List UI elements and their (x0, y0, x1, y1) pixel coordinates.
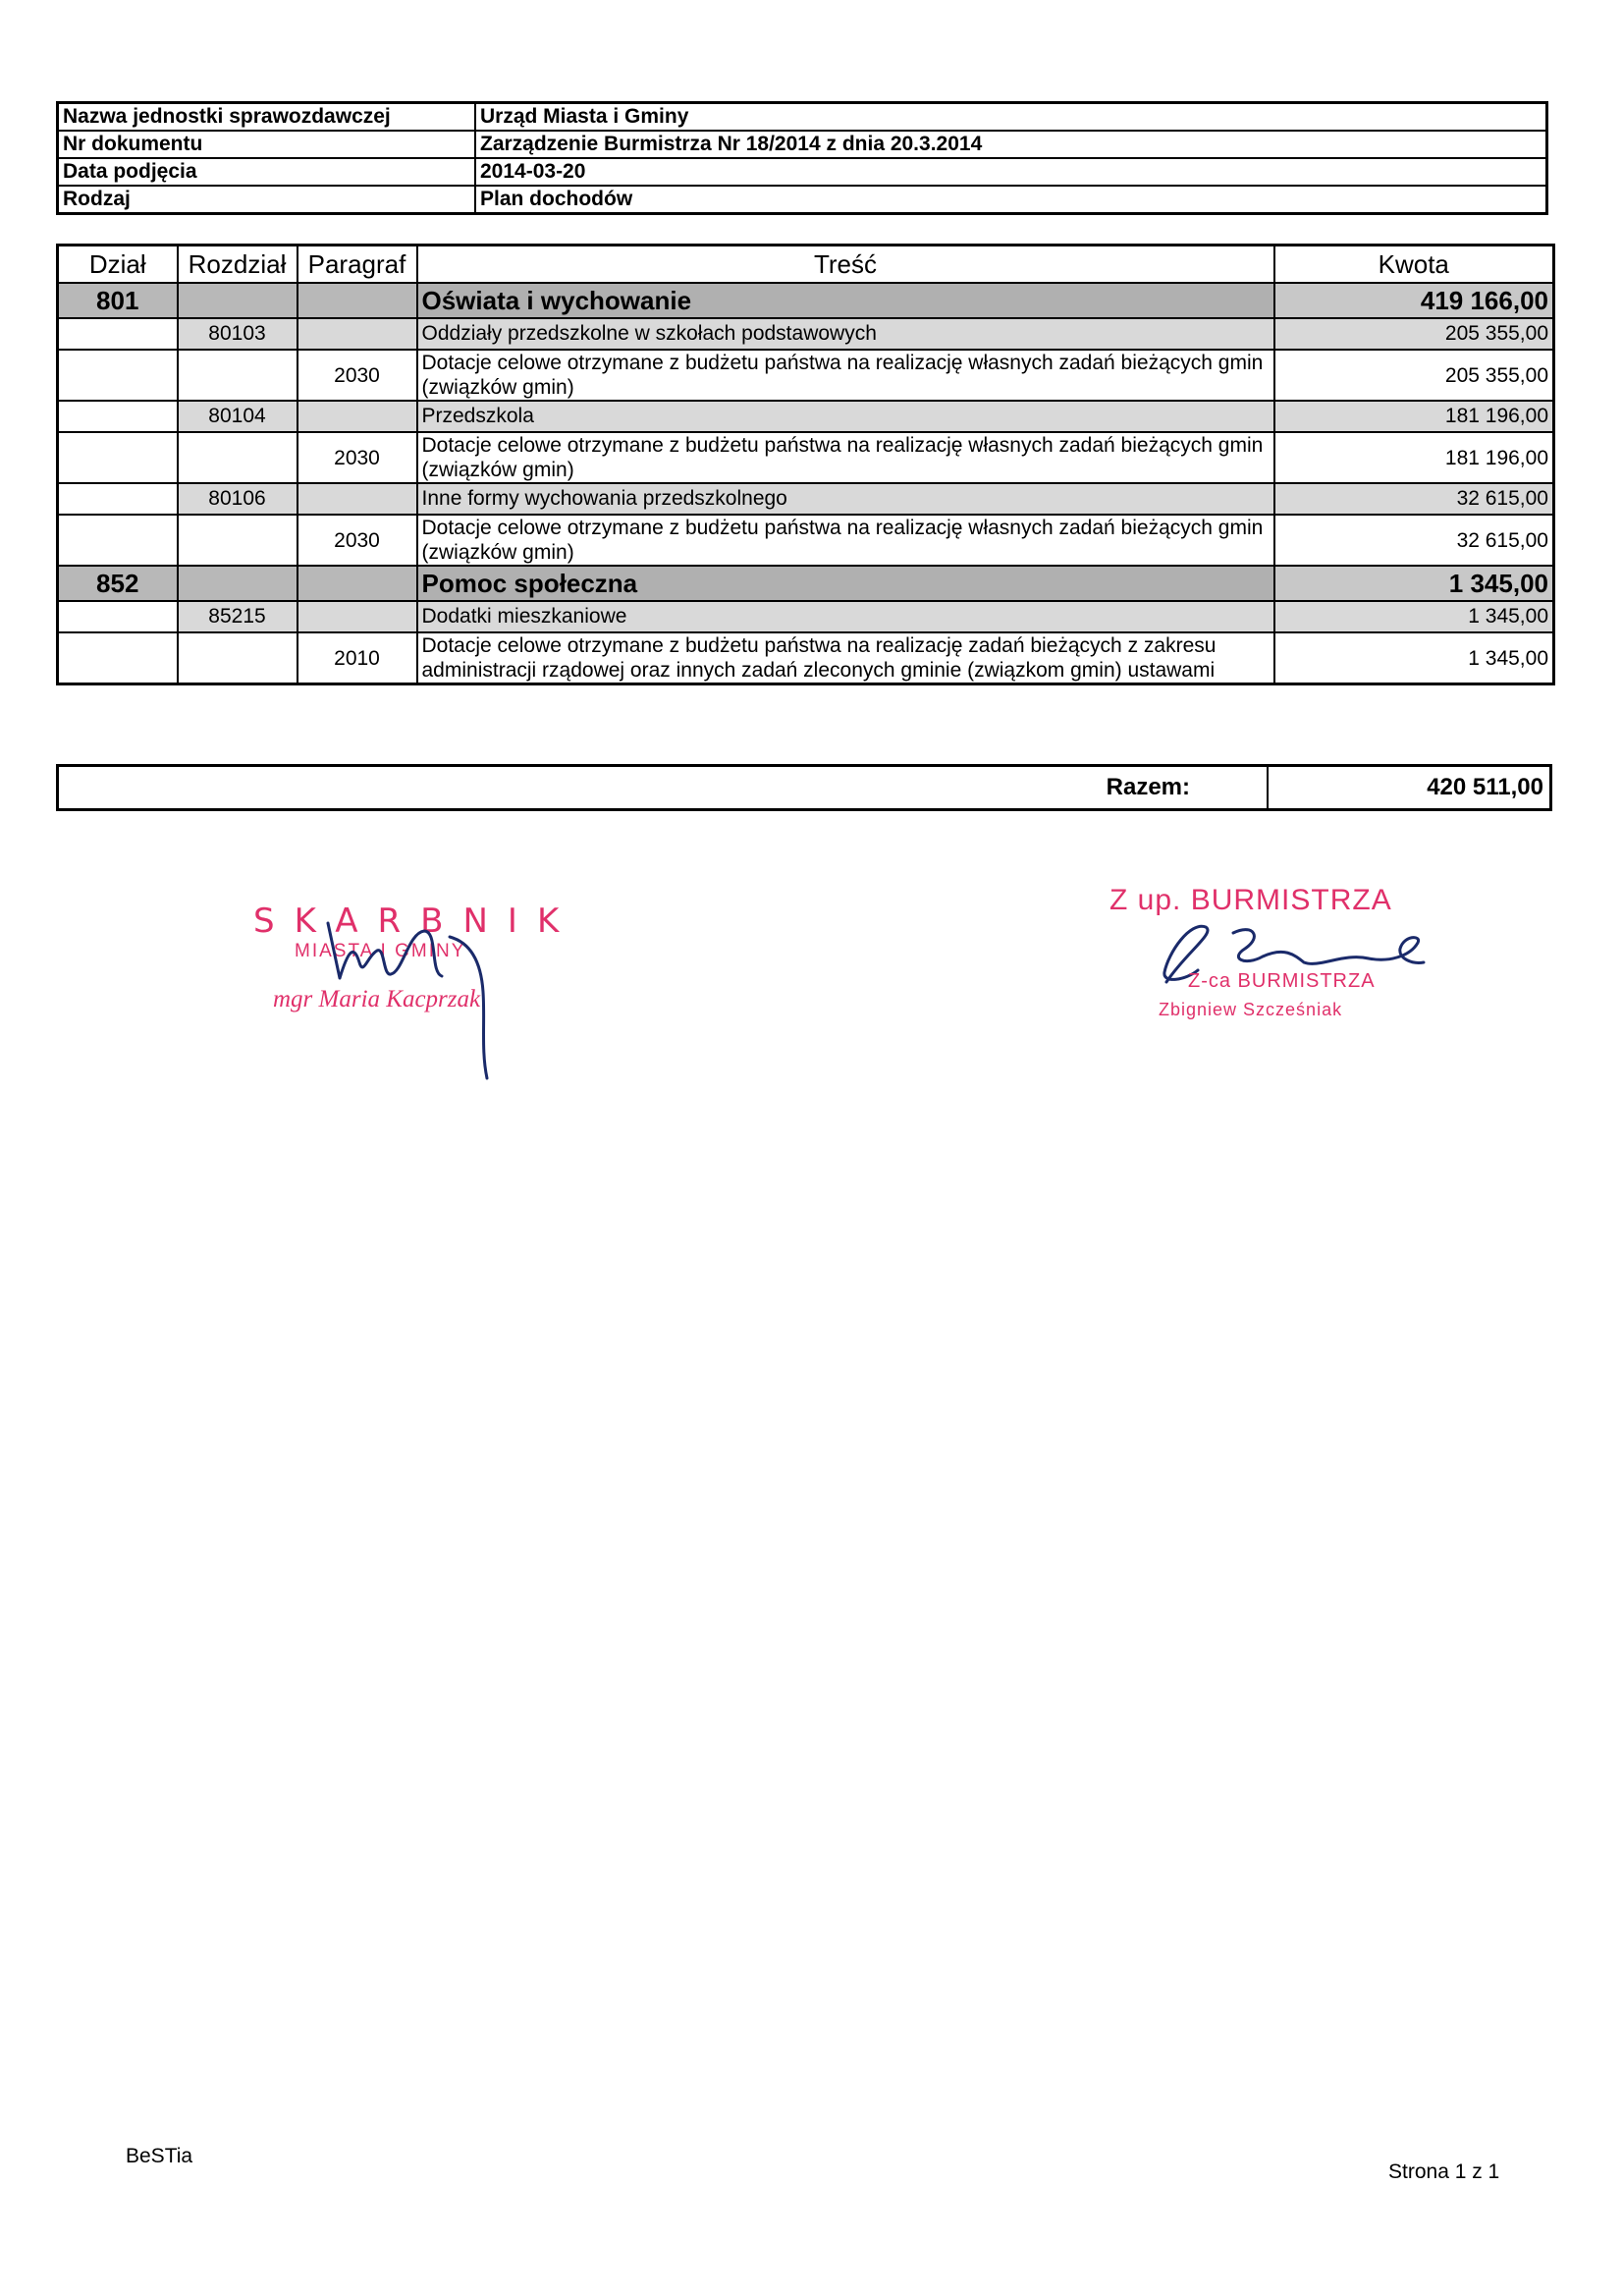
dzial-code: 801 (58, 283, 178, 318)
total-label: Razem: (1106, 774, 1190, 800)
paragraf-description: Dotacje celowe otrzymane z budżetu państwa na realizację własnych zadań bieżących gmin (związków gmin) (417, 515, 1274, 566)
paragraf-amount: 205 355,00 (1274, 350, 1554, 401)
paragraf-row (58, 515, 1554, 566)
paragraf-cell (298, 401, 417, 432)
paragraf-cell (298, 566, 417, 601)
paragraf-amount: 1 345,00 (1274, 632, 1554, 684)
paragraf-description: Dotacje celowe otrzymane z budżetu państwa na realizację własnych zadań bieżących gmin (związków gmin) (417, 432, 1274, 483)
footer-software-name: BeSTia (126, 2145, 193, 2167)
info-row (58, 131, 1547, 158)
rozdzial-code: 85215 (178, 601, 298, 632)
table-header-row (58, 246, 1554, 284)
info-row (58, 186, 1547, 214)
rozdzial-name: Oddziały przedszkolne w szkołach podstawowych (417, 318, 1274, 350)
dzial-cell (58, 483, 178, 515)
paragraf-code: 2030 (298, 515, 417, 566)
revenue-plan-table (56, 244, 1555, 685)
info-row (58, 103, 1547, 132)
column-header-dzial: Dział (58, 246, 178, 284)
paragraf-amount: 32 615,00 (1274, 515, 1554, 566)
dzial-amount: 419 166,00 (1274, 283, 1554, 318)
dzial-name: Oświata i wychowanie (417, 283, 1274, 318)
rozdzial-amount: 181 196,00 (1274, 401, 1554, 432)
info-row (58, 158, 1547, 186)
paragraf-cell (298, 601, 417, 632)
dzial-cell (58, 318, 178, 350)
rozdzial-row (58, 401, 1554, 432)
paragraf-cell (298, 283, 417, 318)
dzial-cell (58, 401, 178, 432)
rozdzial-cell (178, 432, 298, 483)
paragraf-description: Dotacje celowe otrzymane z budżetu państwa na realizację zadań bieżących z zakresu administracji rządowej oraz innych zadań zleconych gminie (związkom gmin) ustawami (417, 632, 1274, 684)
burmistrz-stamp-subtitle: Z-ca BURMISTRZA (1188, 970, 1376, 992)
rozdzial-cell (178, 283, 298, 318)
burmistrz-stamp-name: Zbigniew Szcześniak (1159, 1000, 1343, 1019)
paragraf-cell (298, 483, 417, 515)
paragraf-code: 2030 (298, 350, 417, 401)
dzial-cell (58, 601, 178, 632)
total-divider (1267, 767, 1269, 808)
paragraf-description: Dotacje celowe otrzymane z budżetu państwa na realizację własnych zadań bieżących gmin (związków gmin) (417, 350, 1274, 401)
rozdzial-amount: 32 615,00 (1274, 483, 1554, 515)
burmistrz-stamp-title: Z up. BURMISTRZA (1109, 884, 1392, 916)
rozdzial-row (58, 601, 1554, 632)
rozdzial-amount: 1 345,00 (1274, 601, 1554, 632)
paragraf-row (58, 632, 1554, 684)
info-label: Data podjęcia (58, 158, 476, 186)
rozdzial-cell (178, 350, 298, 401)
dzial-cell (58, 432, 178, 483)
column-header-paragraf: Paragraf (298, 246, 417, 284)
column-header-rozdzial: Rozdział (178, 246, 298, 284)
dzial-amount: 1 345,00 (1274, 566, 1554, 601)
rozdzial-code: 80106 (178, 483, 298, 515)
skarbnik-stamp-title: SKARBNIK (253, 902, 579, 941)
paragraf-row (58, 350, 1554, 401)
paragraf-row (58, 432, 1554, 483)
dzial-cell (58, 515, 178, 566)
paragraf-cell (298, 318, 417, 350)
dzial-cell (58, 350, 178, 401)
info-value: Urząd Miasta i Gminy (475, 103, 1547, 132)
info-label: Nazwa jednostki sprawozdawczej (58, 103, 476, 132)
skarbnik-stamp-name: mgr Maria Kacprzak (273, 986, 481, 1012)
total-value: 420 511,00 (1427, 774, 1543, 800)
dzial-name: Pomoc społeczna (417, 566, 1274, 601)
paragraf-amount: 181 196,00 (1274, 432, 1554, 483)
dzial-cell (58, 632, 178, 684)
rozdzial-cell (178, 515, 298, 566)
rozdzial-amount: 205 355,00 (1274, 318, 1554, 350)
column-header-kwota: Kwota (1274, 246, 1554, 284)
document-info-table (56, 101, 1548, 215)
rozdzial-row (58, 318, 1554, 350)
rozdzial-name: Przedszkola (417, 401, 1274, 432)
rozdzial-code: 80104 (178, 401, 298, 432)
paragraf-code: 2030 (298, 432, 417, 483)
rozdzial-cell (178, 566, 298, 601)
rozdzial-cell (178, 632, 298, 684)
skarbnik-stamp-subtitle: MIASTA I GMINY (295, 941, 466, 961)
rozdzial-row (58, 483, 1554, 515)
dzial-row (58, 566, 1554, 601)
info-label: Rodzaj (58, 186, 476, 214)
skarbnik-signature (314, 903, 550, 1080)
dzial-row (58, 283, 1554, 318)
info-label: Nr dokumentu (58, 131, 476, 158)
rozdzial-name: Dodatki mieszkaniowe (417, 601, 1274, 632)
paragraf-code: 2010 (298, 632, 417, 684)
column-header-tresc: Treść (417, 246, 1274, 284)
rozdzial-code: 80103 (178, 318, 298, 350)
footer-page-number: Strona 1 z 1 (1388, 2160, 1500, 2183)
total-row (56, 764, 1552, 811)
info-value: Plan dochodów (475, 186, 1547, 214)
info-value: 2014-03-20 (475, 158, 1547, 186)
rozdzial-name: Inne formy wychowania przedszkolnego (417, 483, 1274, 515)
dzial-code: 852 (58, 566, 178, 601)
info-value: Zarządzenie Burmistrza Nr 18/2014 z dnia 20.3.2014 (475, 131, 1547, 158)
